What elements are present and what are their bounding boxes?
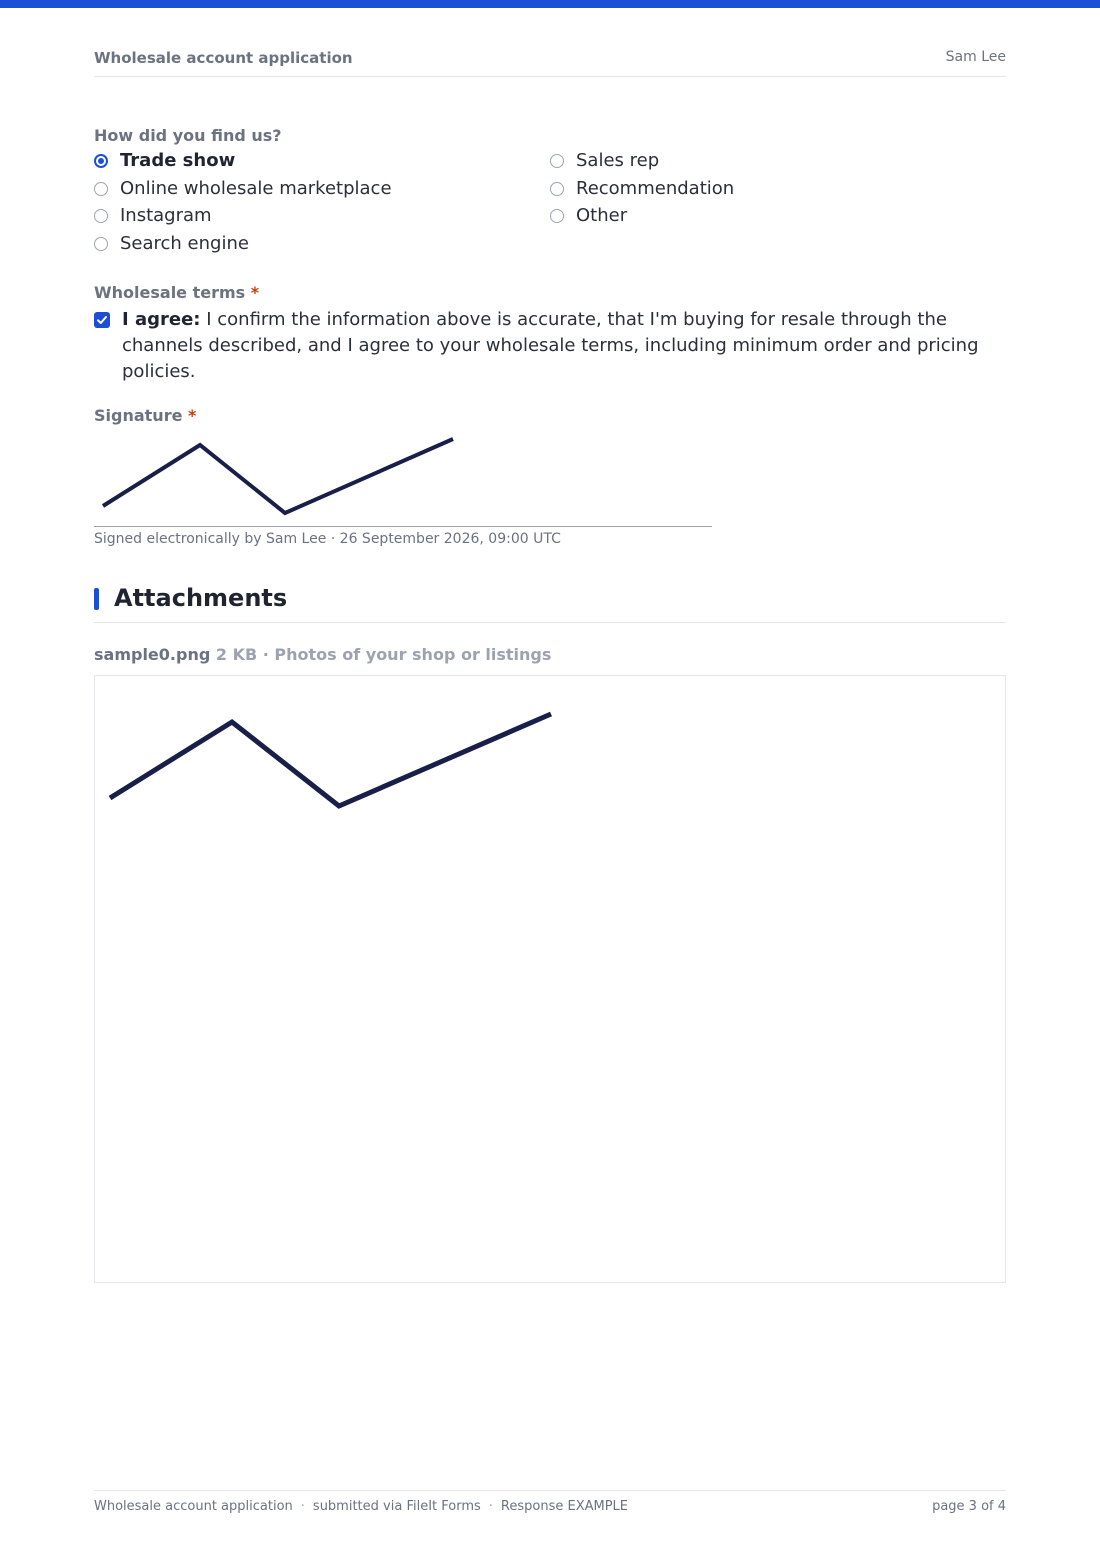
footer-info [94, 1499, 628, 1514]
footer-form-name: Wholesale account application [94, 1499, 293, 1514]
radio-option-label: Other [576, 205, 628, 226]
respondent-name: Sam Lee [945, 49, 1006, 65]
agree-prefix: I agree: [122, 309, 201, 330]
terms-checkbox[interactable] [94, 312, 110, 328]
radio-option-label: Sales rep [576, 150, 660, 171]
how-found-label: How did you find us? [94, 126, 282, 145]
radio-option-label: Search engine [120, 233, 249, 254]
section-accent-bar [94, 588, 99, 610]
attachment-preview[interactable] [94, 675, 1006, 1283]
radio-option-label: Instagram [120, 205, 212, 226]
radio-selected-icon [94, 154, 108, 168]
radio-option-label: Online wholesale marketplace [120, 178, 392, 199]
signature-drawing [94, 432, 474, 522]
page-number: page 3 of 4 [932, 1499, 1006, 1514]
radio-empty-icon [94, 237, 108, 251]
attachment-caption [94, 645, 551, 664]
footer-separator: · [488, 1499, 493, 1514]
required-mark: * [250, 283, 260, 302]
signature-line [94, 526, 712, 527]
top-accent-bar [0, 0, 1100, 8]
terms-label [94, 283, 259, 302]
page-footer [94, 1490, 1006, 1519]
radio-empty-icon [550, 154, 564, 168]
radio-empty-icon [94, 182, 108, 196]
attachments-heading: Attachments [114, 584, 288, 612]
signature-label-text: Signature [94, 406, 183, 425]
attachment-image [95, 676, 1005, 1282]
check-icon [96, 314, 108, 326]
form-title: Wholesale account application [94, 49, 353, 67]
terms-agree-text [122, 307, 1002, 385]
section-divider [94, 622, 1006, 623]
page-header [94, 48, 1006, 77]
radio-option-label: Trade show [120, 150, 236, 171]
footer-response: Response EXAMPLE [500, 1499, 629, 1514]
radio-option-label: Recommendation [576, 178, 735, 199]
attachment-file-name: sample0.png [94, 645, 211, 664]
attachment-meta: 2 KB · Photos of your shop or listings [215, 645, 552, 664]
agree-body: I confirm the information above is accurate, that I'm buying for resale through the channels described, and I agree to your wholesale terms, including minimum order and pricing policies. [122, 309, 979, 382]
radio-empty-icon [94, 209, 108, 223]
signature-caption: Signed electronically by Sam Lee · 26 September 2026, 09:00 UTC [94, 531, 561, 547]
footer-source: submitted via FileIt Forms [312, 1499, 481, 1514]
terms-label-text: Wholesale terms [94, 283, 246, 302]
radio-empty-icon [550, 182, 564, 196]
required-mark: * [188, 406, 197, 425]
footer-separator: · [300, 1499, 305, 1514]
signature-label [94, 406, 196, 425]
radio-empty-icon [550, 209, 564, 223]
